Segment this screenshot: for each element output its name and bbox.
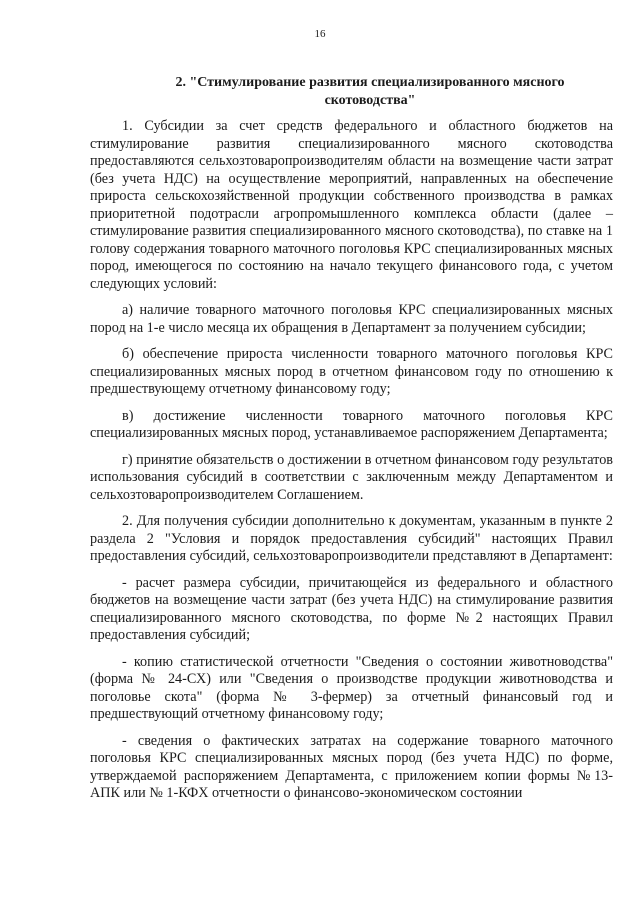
list-item-statistics-copy: - копию статистической отчетности "Сведения о состоянии животноводства" (форма № 24-СХ) или "Сведения о производстве продукции животноводства и поголовье скота" (форма № 3-фермер) за отчетный финансовый год и предшествующий отчетному финансовому году; <box>90 653 613 722</box>
paragraph-1: 1. Субсидии за счет средств федерального и областного бюджетов на стимулирование развития специализированного мясного скотоводства предоставляются сельхозтоваропроизводителям области на возмещение части затрат (без учета НДС) на осуществление мероприятий, направленных на обеспечение прироста сельскохозяйственной продукции собственного производства в рамках приоритетной подотрасли агропромышленного комплекса области (далее – стимулирование развития специализированного мясного скотоводства), по ставке на 1 голову содержания товарного маточного поголовья КРС специализированных мясных пород, имеющегося по состоянию на начало текущего финансового года, с учетом следующих условий: <box>90 118 613 292</box>
paragraph-condition-d: г) принятие обязательств о достижении в отчетном финансовом году результатов использования субсидий в соответствии с заключенным между Департаментом и сельхозтоваропроизводителем Соглашением. <box>90 451 613 503</box>
paragraph-2: 2. Для получения субсидии дополнительно к документам, указанным в пункте 2 раздела 2 "Условия и порядок предоставления субсидий" настоящих Правил предоставления субсидий, сельхозтоваропроизводители представляют в Департамент: <box>90 513 613 564</box>
paragraph-condition-a: а) наличие товарного маточного поголовья КРС специализированных мясных пород на 1-е число месяца их обращения в Департамент за получением субсидии; <box>90 302 613 336</box>
document-body <box>90 118 613 803</box>
paragraph-condition-b: б) обеспечение прироста численности товарного маточного поголовья КРС специализированных мясных пород в отчетном финансовом году по отношению к предшествующему отчетному финансовому году; <box>90 346 613 397</box>
section-title: 2. "Стимулирование развития специализированного мясного скотоводства" <box>175 75 565 108</box>
list-item-cost-info: - сведения о фактических затратах на содержание товарного маточного поголовья КРС специализированных мясных пород (без учета НДС) по форме, утверждаемой распоряжением Департамента, с приложением копии формы №13-АПК или № 1-КФХ отчетности о финансово-экономическом состоянии <box>90 732 613 801</box>
list-item-calculation: - расчет размера субсидии, причитающейся из федерального и областного бюджетов на возмещение части затрат (без учета НДС) на стимулирование развития специализированного мясного скотоводства, по форме №2 настоящих Правил предоставления субсидий; <box>90 574 613 643</box>
page-number: 16 <box>314 28 326 40</box>
paragraph-condition-c: в) достижение численности товарного маточного поголовья КРС специализированных мясных пород, устанавливаемое распоряжением Департамента; <box>90 407 613 441</box>
